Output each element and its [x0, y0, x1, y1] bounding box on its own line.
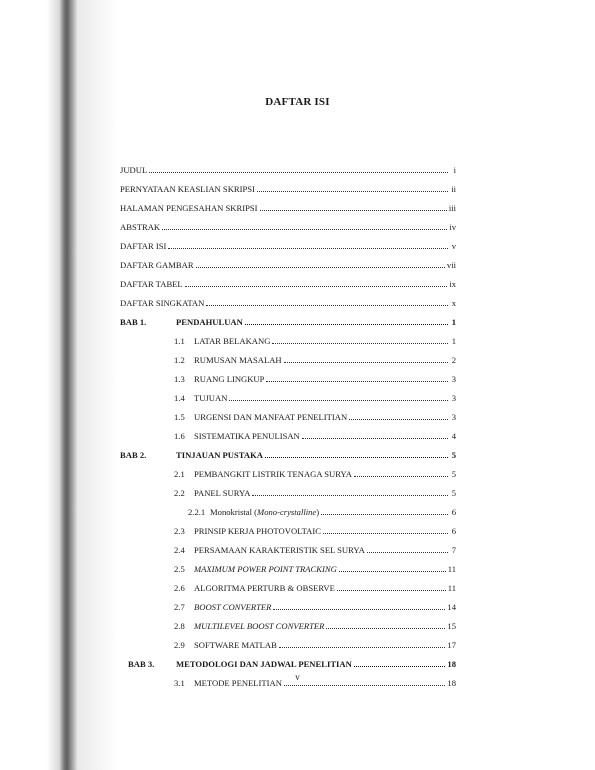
toc-entry-page: 5: [451, 469, 456, 479]
toc-subsection-2-2-1[interactable]: 2.2.1 Monokristal (Mono-crystalline) 6: [188, 507, 456, 517]
toc-entry-page: 3: [451, 412, 456, 422]
toc-entry-title: ABSTRAK: [120, 222, 161, 232]
dot-leader: [367, 552, 448, 553]
toc-entry-abstrak[interactable]: [120, 219, 456, 233]
toc-entry-pernyataan[interactable]: [120, 181, 456, 195]
dot-leader: [302, 438, 448, 439]
toc-entry-title: BOOST CONVERTER: [194, 602, 272, 612]
toc-section-2-1[interactable]: [174, 466, 456, 480]
dot-leader: [185, 286, 448, 287]
section-number: 1.4: [174, 393, 185, 403]
section-number: 2.6: [174, 583, 185, 593]
toc-entry-title: DAFTAR ISI: [120, 241, 167, 251]
dot-leader: [162, 229, 447, 230]
toc-entry-page: 14: [447, 602, 456, 612]
section-number: 3.1: [174, 678, 185, 688]
dot-leader: [321, 514, 448, 515]
section-number: 1.5: [174, 412, 185, 422]
dot-leader: [354, 476, 448, 477]
toc-entry-title-emphasis: Mono-crystalline: [257, 507, 317, 517]
toc-section-2-2[interactable]: [174, 485, 456, 499]
toc-entry-page: 4: [451, 431, 456, 441]
toc-entry-title: JUDUL: [120, 165, 148, 175]
toc-entry-title: PRINSIP KERJA PHOTOVOLTAIC: [194, 526, 321, 536]
toc-entry-page: 2: [451, 355, 456, 365]
toc-entry-page: 7: [451, 545, 456, 555]
section-number: 2.4: [174, 545, 185, 555]
toc-entry-title: MULTILEVEL BOOST CONVERTER: [194, 621, 325, 631]
toc-entry-page: v: [451, 241, 456, 251]
toc-entry-page: 18: [447, 678, 456, 688]
dot-leader: [279, 647, 446, 648]
toc-entry-daftar-tabel[interactable]: [120, 276, 456, 290]
dot-leader: [284, 685, 445, 686]
toc-entry-page: 11: [447, 583, 456, 593]
section-number: 2.8: [174, 621, 185, 631]
toc-section-2-8[interactable]: [174, 618, 456, 632]
toc-entry-title: DAFTAR TABEL: [120, 279, 183, 289]
toc-entry-pengesahan[interactable]: [120, 200, 456, 214]
toc-entry-page: 17: [447, 640, 456, 650]
toc-entry-title: PERSAMAAN KARAKTERISTIK SEL SURYA: [194, 545, 365, 555]
toc-section-1-2[interactable]: [174, 352, 456, 366]
toc-entry-page: 6: [451, 507, 456, 517]
toc-entry-page: 5: [451, 488, 456, 498]
toc-entry-title: ALGORITMA PERTURB & OBSERVE: [194, 583, 335, 593]
toc-entry-title: MAXIMUM POWER POINT TRACKING: [194, 564, 337, 574]
dot-leader: [260, 210, 447, 211]
book-binding-shadow: [0, 0, 78, 770]
toc-entry-title: DAFTAR SINGKATAN: [120, 298, 205, 308]
toc-entry-page: 1: [451, 317, 456, 327]
toc-entry-title: HALAMAN PENGESAHAN SKRIPSI: [120, 203, 258, 213]
toc-entry-page: 3: [451, 393, 456, 403]
toc-entry-page: x: [451, 298, 456, 308]
page-number: v: [295, 672, 300, 682]
toc-section-2-5[interactable]: [174, 561, 456, 575]
toc-entry-page: 5: [451, 450, 456, 460]
toc-entry-page: 18: [447, 659, 456, 669]
dot-leader: [265, 457, 448, 458]
toc-entry-title: Monokristal (Mono-crystalline): [210, 507, 320, 517]
toc-entry-title: METODOLOGI DAN JADWAL PENELITIAN: [176, 659, 352, 669]
chapter-number: BAB 2.: [120, 450, 147, 460]
dot-leader: [149, 172, 448, 173]
toc-section-1-3[interactable]: [174, 371, 456, 385]
dot-leader: [196, 267, 445, 268]
toc-entry-title: SOFTWARE MATLAB: [194, 640, 277, 650]
toc-entry-title: SISTEMATIKA PENULISAN: [194, 431, 300, 441]
toc-entry-daftar-gambar[interactable]: [120, 257, 456, 271]
section-number: 2.3: [174, 526, 185, 536]
toc-entry-title: METODE PENELITIAN: [194, 678, 282, 688]
toc-entry-page: vii: [446, 260, 456, 270]
toc-section-2-6[interactable]: [174, 580, 456, 594]
dot-leader: [272, 343, 448, 344]
toc-chapter-3[interactable]: [128, 656, 456, 670]
toc-entry-title: PANEL SURYA: [194, 488, 251, 498]
toc-entry-title: PEMBANGKIT LISTRIK TENAGA SURYA: [194, 469, 352, 479]
dot-leader: [349, 419, 448, 420]
toc-entry-daftar-singkatan[interactable]: [120, 295, 456, 309]
gutter-fade: [78, 0, 118, 770]
dot-leader: [229, 400, 448, 401]
dot-leader: [168, 248, 448, 249]
dot-leader: [339, 571, 446, 572]
dot-leader: [206, 305, 448, 306]
toc-section-1-4[interactable]: [174, 390, 456, 404]
toc-entry-page: i: [453, 165, 456, 175]
toc-entry-page: 6: [451, 526, 456, 536]
toc-entry-title: LATAR BELAKANG: [194, 336, 271, 346]
section-number: 2.5: [174, 564, 185, 574]
toc-entry-page: iv: [449, 222, 456, 232]
dot-leader: [284, 362, 448, 363]
dot-leader: [245, 324, 448, 325]
toc-entry-title: TUJUAN: [194, 393, 228, 403]
section-number: 1.3: [174, 374, 185, 384]
dot-leader: [337, 590, 446, 591]
toc-entry-daftar-isi[interactable]: [120, 238, 456, 252]
toc-entry-title: URGENSI DAN MANFAAT PENELITIAN: [194, 412, 348, 422]
toc-entry-judul[interactable]: [120, 162, 456, 176]
chapter-number: BAB 1.: [120, 317, 147, 327]
dot-leader: [252, 495, 448, 496]
section-number: 1.1: [174, 336, 185, 346]
toc-entry-page: 3: [451, 374, 456, 384]
toc-entry-title: TINJAUAN PUSTAKA: [176, 450, 263, 460]
toc-entry-page: ii: [451, 184, 456, 194]
toc-entry-title: RUMUSAN MASALAH: [194, 355, 282, 365]
dot-leader: [326, 628, 445, 629]
section-number: 2.1: [174, 469, 185, 479]
toc-section-2-3[interactable]: [174, 523, 456, 537]
toc-entry-page: ix: [449, 279, 456, 289]
toc-entry-page: 15: [447, 621, 456, 631]
toc-chapter-1[interactable]: [120, 314, 456, 328]
toc-section-2-9[interactable]: [174, 637, 456, 651]
toc-section-1-6[interactable]: [174, 428, 456, 442]
dot-leader: [266, 381, 448, 382]
toc-section-2-7[interactable]: [174, 599, 456, 613]
section-number: 2.9: [174, 640, 185, 650]
toc-entry-page: iii: [448, 203, 456, 213]
section-number: 1.6: [174, 431, 185, 441]
toc-section-2-4[interactable]: [174, 542, 456, 556]
toc-chapter-2[interactable]: [120, 447, 456, 461]
dot-leader: [273, 609, 445, 610]
section-number: 1.2: [174, 355, 185, 365]
dot-leader: [257, 191, 448, 192]
dot-leader: [354, 666, 446, 667]
page-title: DAFTAR ISI: [265, 96, 330, 108]
toc-section-1-5[interactable]: [174, 409, 456, 423]
toc-entry-page: 11: [447, 564, 456, 574]
toc-entry-title: DAFTAR GAMBAR: [120, 260, 194, 270]
toc-section-1-1[interactable]: [174, 333, 456, 347]
toc-entry-title: RUANG LINGKUP: [194, 374, 265, 384]
toc-entry-title: PENDAHULUAN: [176, 317, 243, 327]
toc-entry-page: 1: [451, 336, 456, 346]
toc-entry-title: PERNYATAAN KEASLIAN SKRIPSI: [120, 184, 255, 194]
dot-leader: [323, 533, 448, 534]
section-number: 2.2: [174, 488, 185, 498]
section-number: 2.7: [174, 602, 185, 612]
chapter-number: BAB 3.: [128, 659, 155, 669]
